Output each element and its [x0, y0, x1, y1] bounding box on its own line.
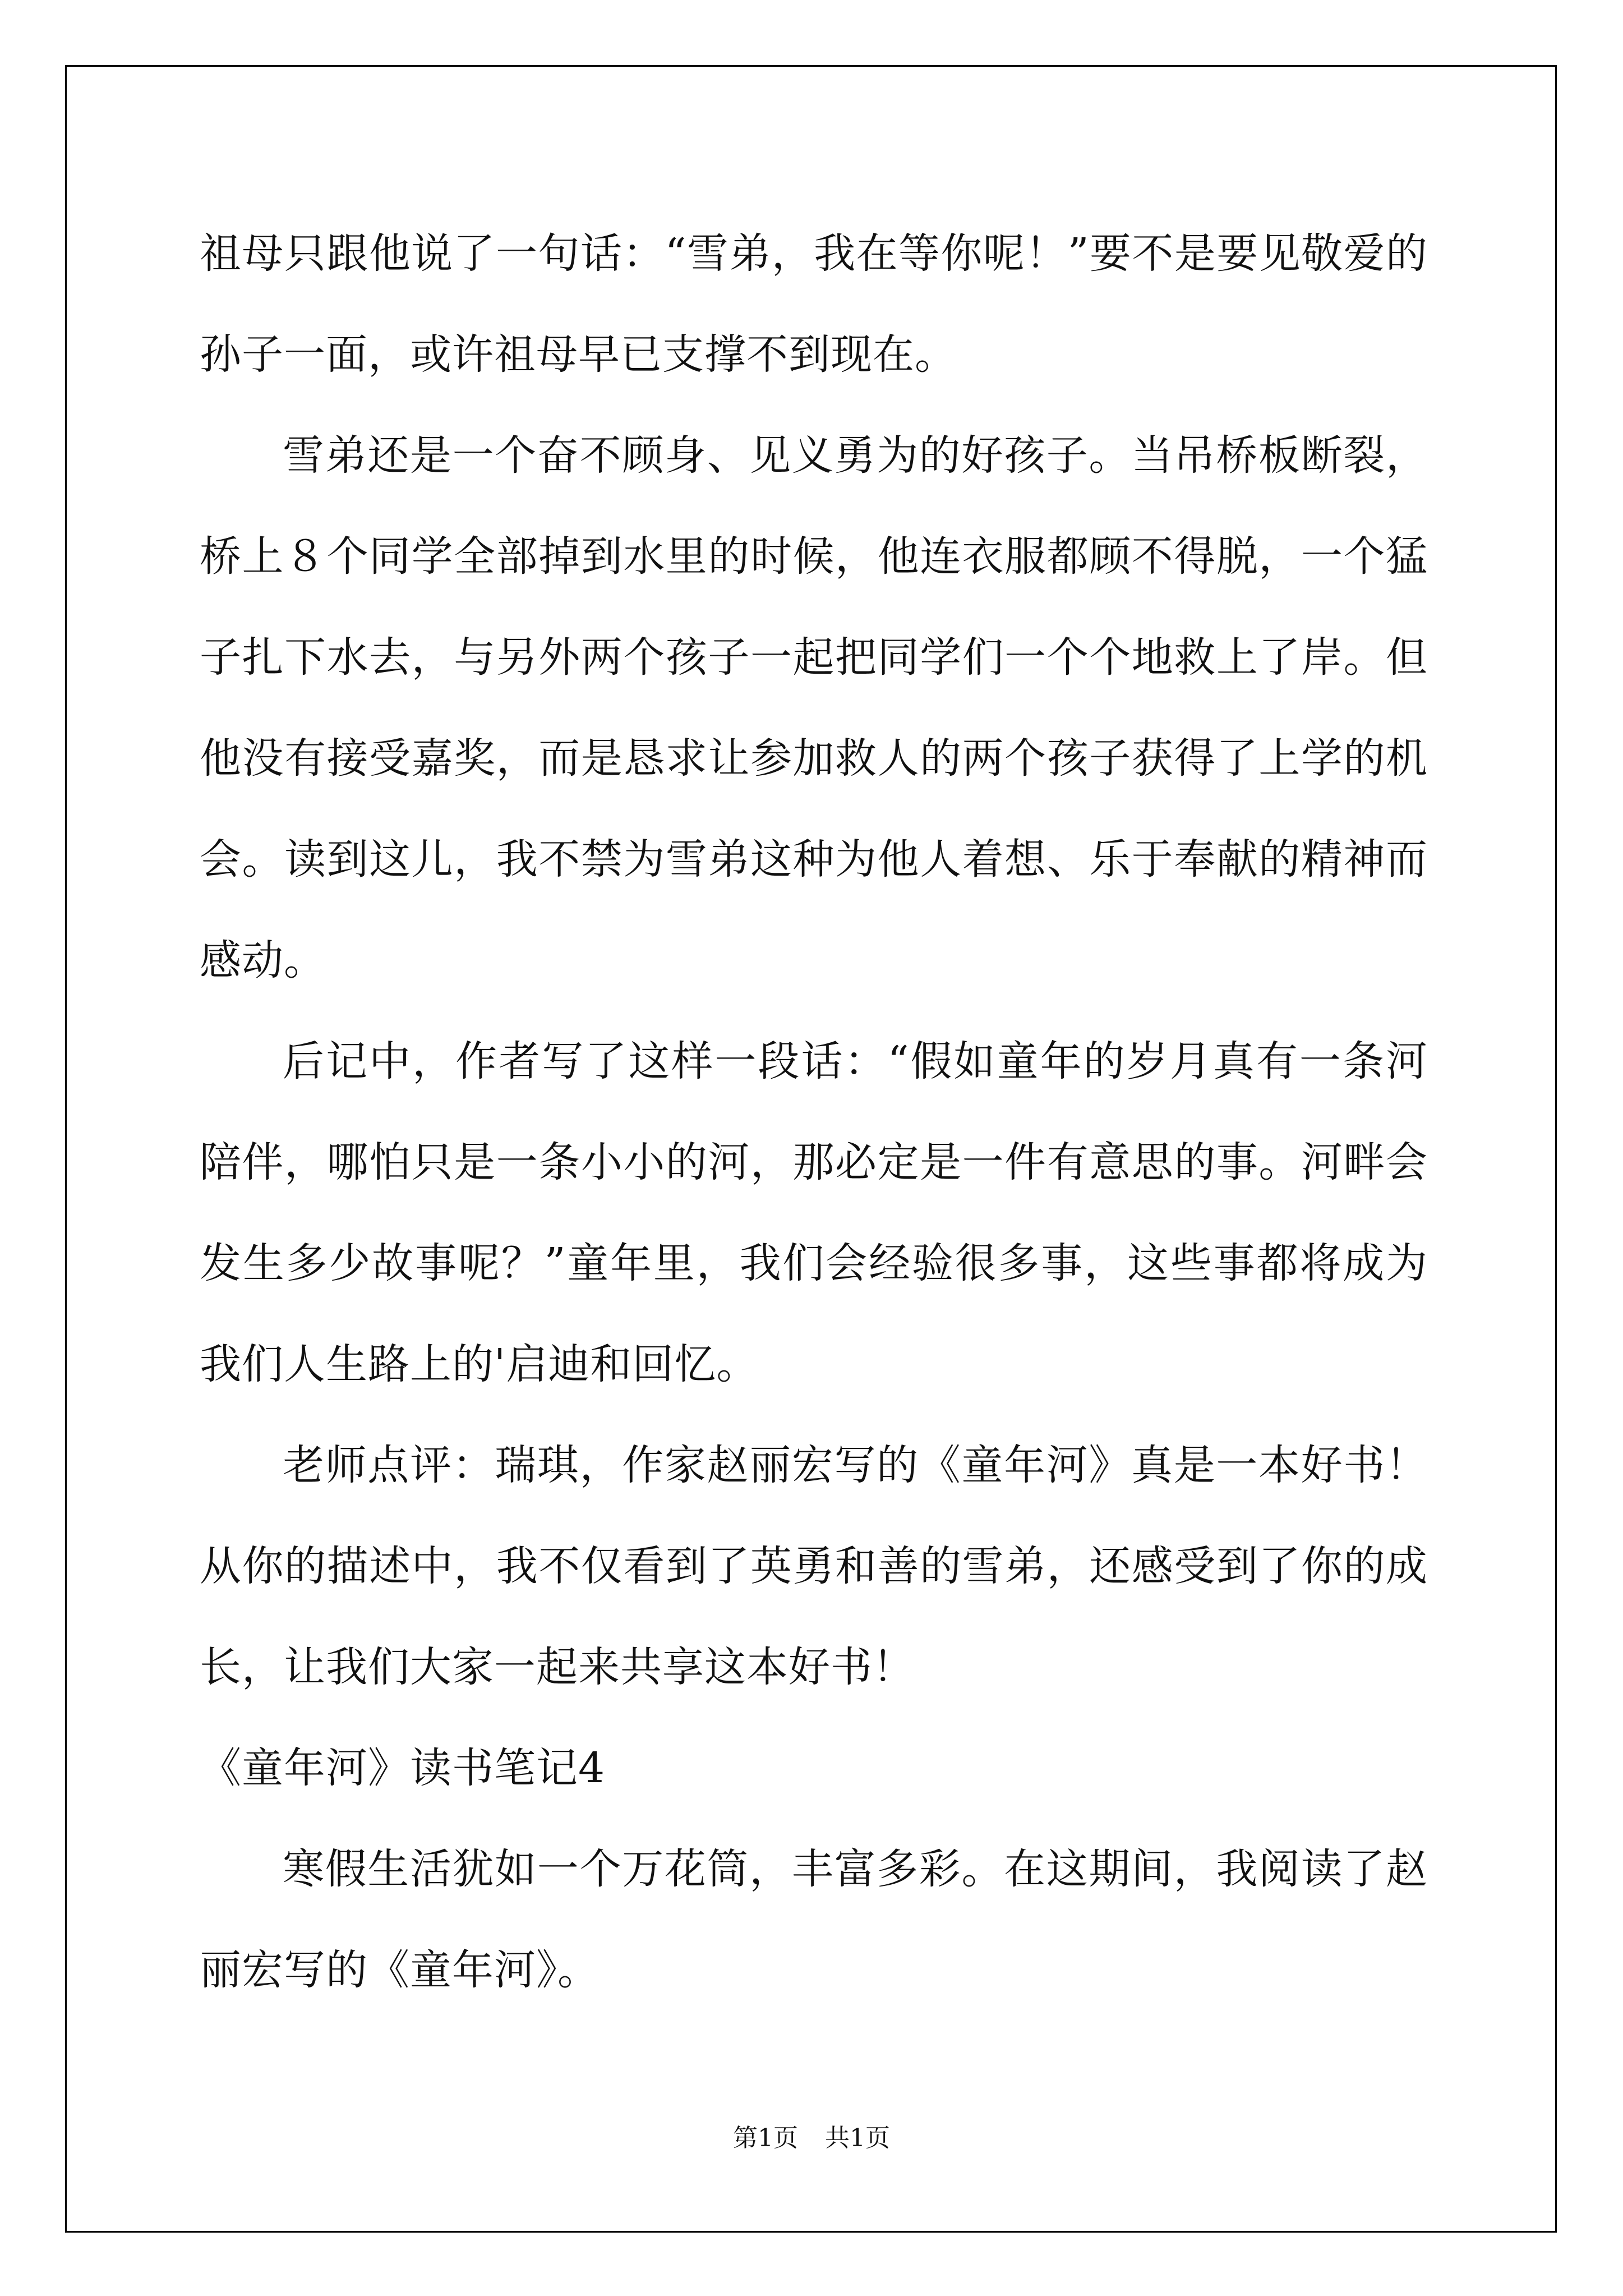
section-paragraph-1: 寒假生活犹如一个万花筒，丰富多彩。在这期间，我阅读了赵丽宏写的《童年河》。: [200, 1845, 1428, 1994]
page-number: 第1页: [733, 2124, 798, 2152]
page-footer: [0, 2118, 1623, 2154]
paragraph-2: 雪弟还是一个奋不顾身、见义勇为的好孩子。当吊桥板断裂，桥上８个同学全部掉到水里的时候，他连衣服都顾不得脱，一个猛子扎下水去，与另外两个孩子一起把同学们一个个地救上了岸。但他没有接受嘉奖，而是恳求让参加救人的两个孩子获得了上学的机会。读到这儿，我不禁为雪弟这种为他人着想、乐于奉献的精神而感动。: [200, 431, 1428, 984]
paragraph-4: 老师点评：瑞琪，作家赵丽宏写的《童年河》真是一本好书！从你的描述中，我不仅看到了英勇和善的雪弟，还感受到了你的成长，让我们大家一起来共享这本好书！: [200, 1441, 1428, 1691]
paragraph-3: 后记中，作者写了这样一段话：“假如童年的岁月真有一条河陪伴，哪怕只是一条小小的河，那必定是一件有意思的事。河畔会发生多少故事呢？”童年里，我们会经验很多事，这些事都将成为我们人生路上的'启迪和回忆。: [200, 1037, 1428, 1388]
page-total: 共1页: [825, 2124, 890, 2152]
section-title: 《童年河》读书笔记4: [200, 1744, 606, 1792]
document-body: [200, 203, 1428, 2021]
paragraph-1: 祖母只跟他说了一句话：“雪弟，我在等你呢！”要不是要见敬爱的孙子一面，或许祖母早已支撑不到现在。: [200, 229, 1428, 379]
